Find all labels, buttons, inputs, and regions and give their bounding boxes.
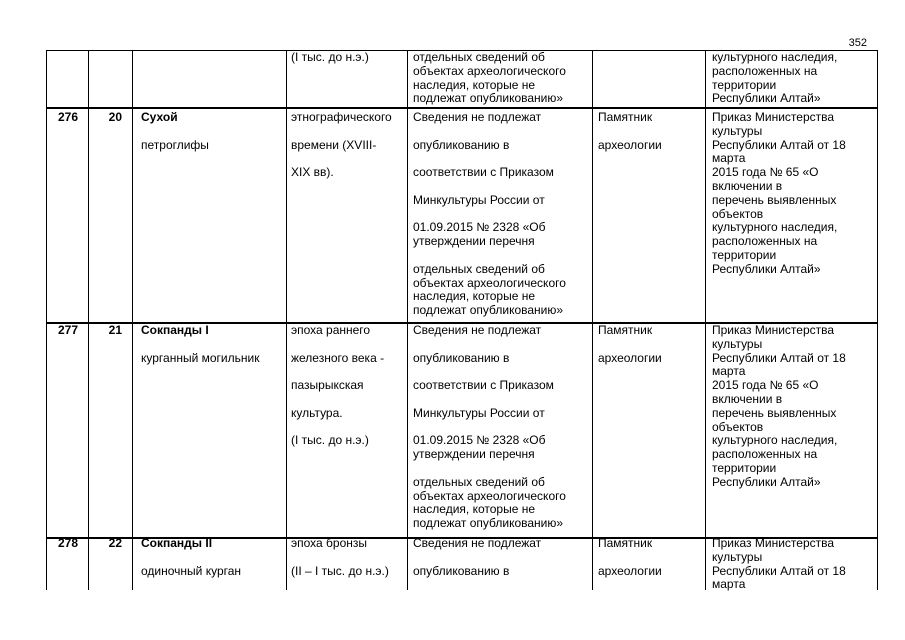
cell-name (133, 324, 287, 537)
paragraph (141, 139, 282, 153)
paragraph (712, 221, 873, 262)
text-line: марта (712, 364, 746, 379)
paragraph (413, 194, 588, 208)
text-line: Приказ Министерства (712, 110, 835, 124)
text-line: Республики Алтай от 18 (712, 350, 846, 365)
text-line: Сведения не подлежат (413, 110, 542, 124)
paragraph (712, 565, 873, 593)
text-line: Республики Алтай от 18 (712, 137, 846, 152)
cell-dating (287, 324, 408, 537)
text-line: объектов (712, 206, 764, 221)
text-line: отдельных сведений об (413, 50, 545, 64)
cell-dating (287, 51, 408, 107)
text-line: 01.09.2015 № 2328 «Об (413, 220, 546, 235)
text-line: утверждении перечня (413, 234, 535, 249)
paragraph (141, 565, 282, 579)
cell-info (408, 51, 593, 107)
text-line: 2015 года № 65 «О (712, 165, 819, 180)
text-line: XIX вв). (291, 165, 334, 180)
cell-number-text: 276 (57, 110, 78, 124)
page-number: 352 (848, 37, 867, 49)
cell-document (706, 109, 878, 322)
paragraph (712, 476, 873, 490)
cell-index (89, 109, 133, 322)
text-line: перечень выявленных (712, 405, 837, 420)
text-line: наследия, которые не (413, 289, 536, 304)
paragraph (291, 139, 403, 153)
text-line: Минкультуры России от (413, 405, 545, 420)
cell-category (593, 324, 706, 537)
text-line: подлежат опубликованию» (413, 516, 564, 531)
paragraph (712, 51, 873, 106)
text-line: культуры (712, 549, 763, 564)
cell-info (408, 109, 593, 322)
text-line: петроглифы (141, 137, 209, 152)
text-line: железного века - (291, 350, 385, 365)
paragraph (291, 434, 403, 448)
paragraph (413, 565, 588, 579)
text-line: утверждении перечня (413, 447, 535, 462)
paragraph (413, 379, 588, 393)
paragraph (712, 194, 873, 222)
paragraph (712, 111, 873, 139)
text-line: территории (712, 77, 777, 92)
table-row (46, 107, 878, 322)
text-line: (I тыс. до н.э.) (291, 433, 369, 448)
text-line: Памятник (598, 323, 653, 337)
text-line: включении в (712, 178, 783, 193)
paragraph (598, 352, 701, 366)
text-line: Сухой (141, 110, 178, 124)
cell-name (133, 536, 287, 590)
text-line: марта (712, 151, 746, 166)
text-line: перечень выявленных (712, 192, 837, 207)
text-line: Памятник (598, 536, 653, 550)
text-line: эпоха раннего (291, 323, 371, 337)
text-line: Приказ Министерства (712, 536, 835, 550)
cell-number (46, 536, 89, 590)
text-line: расположенных на (712, 63, 818, 78)
text-line: Сокпанды I (141, 323, 209, 337)
cell-info (408, 324, 593, 537)
paragraph (413, 166, 588, 180)
text-line: 01.09.2015 № 2328 «Об (413, 433, 546, 448)
text-line: наследия, которые не (413, 502, 536, 517)
text-line: подлежат опубликованию» (413, 303, 564, 318)
cell-index-text: 21 (108, 323, 122, 337)
paragraph (291, 407, 403, 421)
text-line: эпоха бронзы (291, 536, 368, 550)
text-line: расположенных на (712, 447, 818, 462)
paragraph (413, 476, 588, 531)
cell-document (706, 324, 878, 537)
paragraph (141, 324, 282, 338)
text-line: соответствии с Приказом (413, 165, 554, 180)
text-line: археологии (598, 563, 662, 578)
paragraph (712, 352, 873, 380)
text-line: соответствии с Приказом (413, 378, 554, 393)
table-row (46, 537, 878, 590)
cell-number (46, 324, 89, 537)
cell-category (593, 109, 706, 322)
text-line: времени (XVIII- (291, 137, 377, 152)
table-row (46, 50, 878, 107)
heritage-table (46, 50, 878, 590)
paragraph (413, 434, 588, 462)
text-line: отдельных сведений об (413, 261, 545, 276)
cell-number-text: 278 (57, 536, 78, 550)
paragraph (712, 139, 873, 167)
text-line: объектах археологического (413, 275, 566, 290)
cell-category (593, 51, 706, 107)
paragraph (712, 407, 873, 435)
cell-number (46, 109, 89, 322)
paragraph (141, 537, 282, 551)
cell-number-text: 277 (57, 323, 78, 337)
text-line: одиночный курган (141, 563, 242, 578)
text-line: (I тыс. до н.э.) (291, 50, 369, 64)
paragraph (413, 407, 588, 421)
text-line: опубликованию в (413, 137, 510, 152)
paragraph (598, 537, 701, 551)
cell-index (89, 51, 133, 107)
paragraph (413, 324, 588, 338)
paragraph (598, 324, 701, 338)
paragraph (141, 352, 282, 366)
paragraph (598, 565, 701, 579)
paragraph (413, 221, 588, 249)
text-line: культура. (291, 405, 343, 420)
paragraph (413, 352, 588, 366)
text-line: Сведения не подлежат (413, 536, 542, 550)
text-line: культурного наследия, (712, 220, 838, 235)
text-line: наследия, которые не (413, 77, 536, 92)
paragraph (413, 139, 588, 153)
paragraph (291, 51, 403, 65)
paragraph (712, 537, 873, 565)
text-line: культуры (712, 123, 763, 138)
cell-index-text: 22 (108, 536, 122, 550)
text-line: 2015 года № 65 «О (712, 378, 819, 393)
cell-index (89, 324, 133, 537)
text-line: культуры (712, 336, 763, 351)
text-line: подлежат опубликованию» (413, 91, 564, 106)
text-line: объектах археологического (413, 63, 566, 78)
text-line: территории (712, 460, 777, 475)
text-line: Республики Алтай» (712, 261, 821, 276)
text-line: территории (712, 247, 777, 262)
paragraph (712, 166, 873, 194)
paragraph (413, 263, 588, 318)
paragraph (712, 379, 873, 407)
paragraph (712, 434, 873, 475)
text-line: включении в (712, 391, 783, 406)
text-line: Минкультуры России от (413, 192, 545, 207)
text-line: этнографического (291, 110, 392, 124)
text-line: Приказ Министерства (712, 323, 835, 337)
text-line: Республики Алтай от 18 (712, 563, 846, 578)
cell-name (133, 51, 287, 107)
text-line: марта (712, 577, 746, 592)
paragraph (598, 139, 701, 153)
text-line: археологии (598, 350, 662, 365)
text-line: Республики Алтай» (712, 91, 821, 106)
paragraph (712, 263, 873, 277)
text-line: объектов (712, 419, 764, 434)
text-line: опубликованию в (413, 563, 510, 578)
cell-name (133, 109, 287, 322)
text-line: объектах археологического (413, 488, 566, 503)
text-line: археологии (598, 137, 662, 152)
cell-index (89, 536, 133, 590)
cell-number (46, 51, 89, 107)
text-line: культурного наследия, (712, 50, 838, 64)
paragraph (291, 324, 403, 338)
paragraph (291, 379, 403, 393)
paragraph (598, 111, 701, 125)
paragraph (413, 111, 588, 125)
paragraph (291, 166, 403, 180)
text-line: курганный могильник (141, 350, 260, 365)
cell-dating (287, 536, 408, 590)
cell-index-text: 20 (108, 110, 122, 124)
paragraph (291, 352, 403, 366)
paragraph (413, 51, 588, 106)
text-line: Республики Алтай» (712, 474, 821, 489)
text-line: пазырыкская (291, 378, 364, 393)
text-line: расположенных на (712, 234, 818, 249)
paragraph (413, 537, 588, 551)
paragraph (291, 537, 403, 551)
paragraph (141, 111, 282, 125)
text-line: Сведения не подлежат (413, 323, 542, 337)
paragraph (712, 324, 873, 352)
cell-document (706, 536, 878, 592)
text-line: культурного наследия, (712, 433, 838, 448)
table-row (46, 322, 878, 537)
text-line: Сокпанды II (141, 536, 213, 550)
text-line: (II – I тыс. до н.э.) (291, 563, 389, 578)
paragraph (291, 565, 403, 579)
paragraph (291, 111, 403, 125)
cell-category (593, 536, 706, 590)
text-line: отдельных сведений об (413, 474, 545, 489)
text-line: Памятник (598, 110, 653, 124)
cell-info (408, 536, 593, 590)
cell-dating (287, 109, 408, 322)
cell-document (706, 51, 878, 107)
text-line: опубликованию в (413, 350, 510, 365)
